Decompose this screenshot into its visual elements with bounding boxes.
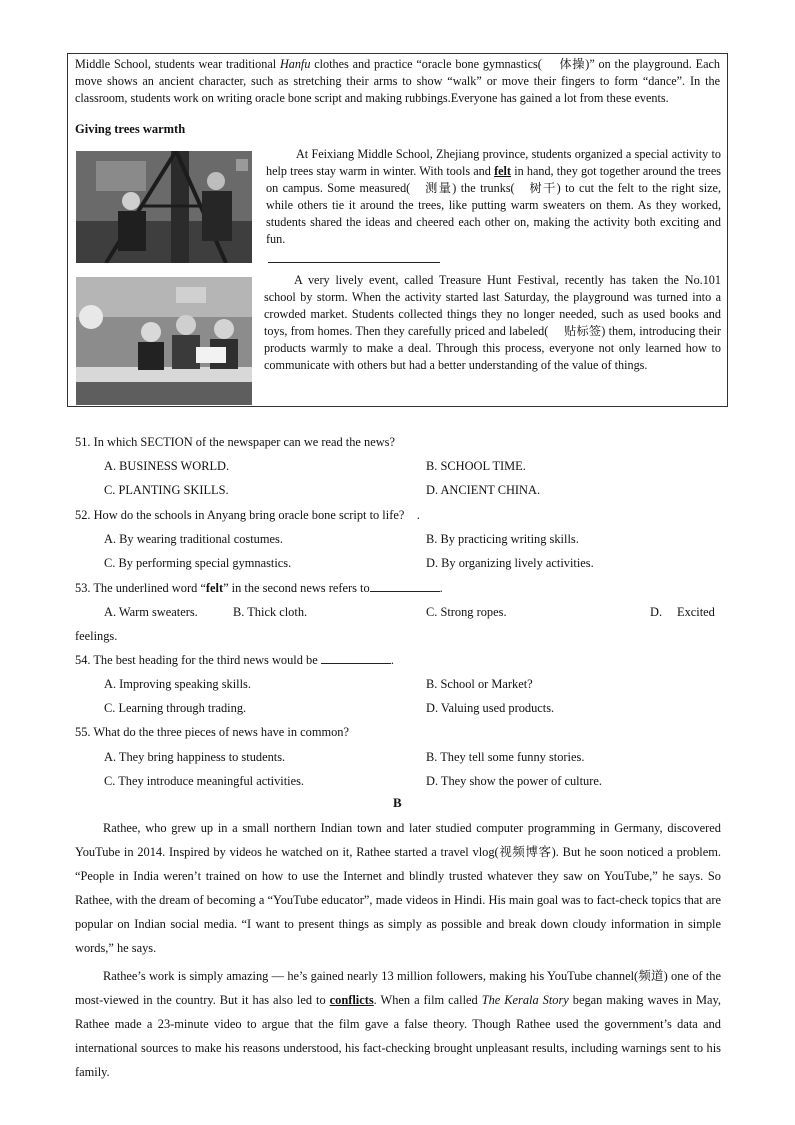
q54-answer-blank (321, 652, 391, 664)
heading-blank-line (268, 262, 440, 263)
q53-option-a: A. Warm sweaters. (104, 605, 198, 619)
q53-option-c: C. Strong ropes. (426, 605, 507, 619)
underlined-word-conflicts: conflicts (329, 993, 374, 1007)
q52-option-a: A. By wearing traditional costumes. (104, 532, 283, 546)
q53-answer-blank (370, 580, 440, 592)
news-paragraph-oracle: Middle School, students wear traditional Hanfu clothes and practice “oracle bone gymnastics( 体操)” on the playground. Each move shows an ancient character, such as stretching their arms to show “walk” or move their fingers to form “dance”. In the classroom, students work on writing oracle bone script and making rubbings.Everyone has gained a lot from these events. (75, 57, 720, 105)
news-paragraph-market: A very lively event, called Treasure Hunt Festival, recently has taken the No.101 school by storm. When the activity started last Saturday, the playground was turned into a crowded market. Students collected things they no longer needed, such as used books and toys, from homes. Then they carefully priced and labeled( 贴标签) them, introducing their products warmly to make a deal. Through this process, everyone not only learned how to communicate with others but had a better understanding of the value of things. (264, 273, 721, 372)
question-53: 53. The underlined word “felt” in the second news refers to . (75, 581, 443, 595)
para2-part-3: began making waves in May, Rathee made a 23-minute video to argue that the film gave a false theory. Though Rathee used the government’s data and international sources to make his reasons understood, his fact-checking brought unpleasant results, including warnings sent to his family. (75, 993, 721, 1079)
q54-option-b: B. School or Market? (426, 677, 533, 691)
film-title: The Kerala Story (481, 993, 569, 1007)
q53-option-d-wrap: feelings. (75, 629, 118, 643)
q53-stem-start: 53. The underlined word “ (75, 581, 206, 595)
section-b-paragraph-1: Rathee, who grew up in a small northern Indian town and later studied computer programming in Germany, discovered YouTube in 2014. Inspired by videos he watched on it, Rathee started a travel vlog(视频博客). But he soon noticed a problem. “People in India weren’t trained on how to use the Internet and blindly trusted whatever they saw on YouTube,” he says. So Rathee, with the dream of becoming a “YouTube educator”, made videos in Hindi. His main goal was to fact-check topics that are popular on Indian social media. “I want to present things as simply as possible and break down cloudy information in simple words,” he says. (75, 821, 721, 955)
q54-option-c: C. Learning through trading. (104, 701, 247, 715)
q53-option-d-text: Excited (677, 605, 715, 619)
q53-stem-word: felt (205, 581, 224, 595)
section-b-paragraph-2 (75, 964, 721, 1084)
q52-option-d: D. By organizing lively activities. (426, 556, 594, 570)
q54-option-d: D. Valuing used products. (426, 701, 555, 715)
q55-option-b: B. They tell some funny stories. (426, 750, 585, 764)
q53-option-b: B. Thick cloth. (233, 605, 308, 619)
q53-option-d-letter: D. (650, 605, 663, 619)
market-photo (76, 277, 252, 405)
underlined-word-felt: felt (494, 164, 511, 178)
q51-option-d: D. ANCIENT CHINA. (426, 483, 541, 497)
q54-stem: 54. The best heading for the third news would be (75, 653, 318, 667)
para2-part-2: . When a film called (373, 993, 482, 1007)
tree-warming-photo (76, 151, 252, 263)
para2-part-1: Rathee’s work is simply amazing — he’s gained nearly 13 million followers, making his YouTube channel(频道) one of the most-viewed in the country. But it has also led to (75, 969, 721, 1007)
q52-option-c: C. By performing special gymnastics. (104, 556, 292, 570)
q55-option-d: D. They show the power of culture. (426, 774, 602, 788)
news-paragraph-trees (266, 146, 721, 248)
q53-stem-end: ” in the second news refers to (223, 581, 370, 595)
section-b-label: B (393, 795, 402, 810)
q54-option-a: A. Improving speaking skills. (104, 677, 251, 691)
q51-option-a: A. BUSINESS WORLD. (104, 459, 230, 473)
news-heading-trees: Giving trees warmth (75, 122, 186, 136)
q51-option-c: C. PLANTING SKILLS. (104, 483, 229, 497)
q51-option-b: B. SCHOOL TIME. (426, 459, 526, 473)
trees-text-before: At Feixiang Middle School, Zhejiang province, students organized a special activity to help trees stay warm in winter. With tools and (266, 147, 721, 178)
q55-option-c: C. They introduce meaningful activities. (104, 774, 305, 788)
question-54: 54. The best heading for the third news would be . (75, 653, 394, 667)
question-51: 51. In which SECTION of the newspaper can we read the news? (75, 435, 395, 449)
trees-text-after: in hand, they got together around the trees on campus. Some measured( 测量) the trunks( 树干) to cut the felt to the right size, while others tie it around the trees, like putting warm sweaters on them. As they worked, students shared the ideas and cheered each other on, making the activity both exciting and fun. (266, 164, 721, 246)
q52-option-b: B. By practicing writing skills. (426, 532, 579, 546)
question-55: 55. What do the three pieces of news have in common? (75, 725, 349, 739)
question-52: 52. How do the schools in Anyang bring oracle bone script to life? . (75, 508, 420, 522)
q55-option-a: A. They bring happiness to students. (104, 750, 286, 764)
